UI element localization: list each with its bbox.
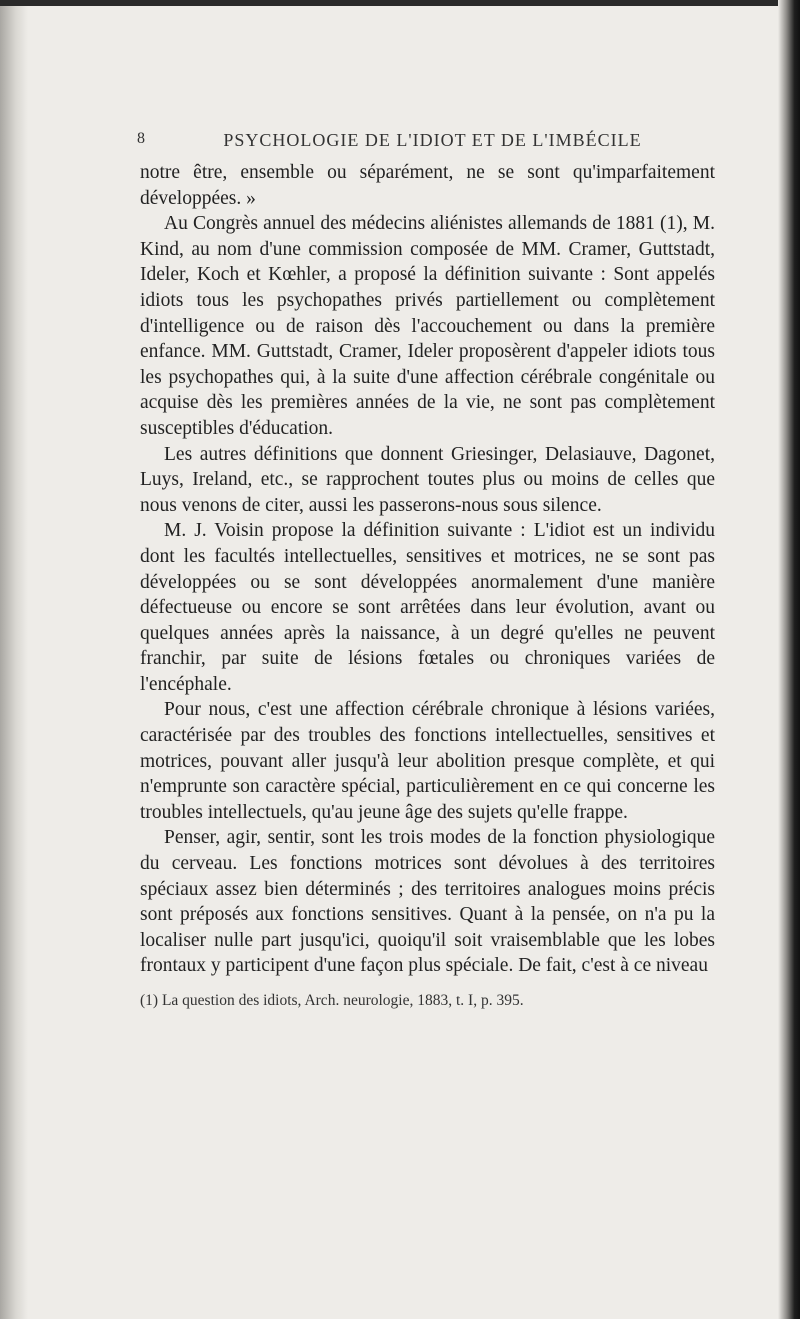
footnote: (1) La question des idiots, Arch. neurologie, 1883, t. I, p. 395. bbox=[140, 992, 524, 1009]
page-number: 8 bbox=[137, 130, 146, 147]
page-edge-left bbox=[0, 6, 28, 1319]
body-text bbox=[140, 160, 715, 979]
page-content bbox=[137, 130, 715, 1011]
paragraph: M. J. Voisin propose la définition suivante : L'idiot est un individu dont les facultés intellectuelles, sensitives et motrices, ne se sont pas développées ou se sont développées anormalement d'une manière défectueuse ou encore se sont arrêtées dans leur évolution, avant ou quelques années après la naissance, à un degré qu'elles ne peuvent franchir, par suite de lésions fœtales ou chroniques variées de l'encéphale. bbox=[140, 520, 715, 695]
paragraph: Pour nous, c'est une affection cérébrale chronique à lésions variées, caractérisée par des troubles des fonctions intellectuelles, sensitives et motrices, pouvant aller jusqu'à leur abolition presque complète, et qui n'emprunte son caractère spécial, particulièrement en ce qui concerne les troubles intellectuels, qu'au jeune âge des sujets qu'elle frappe. bbox=[140, 699, 715, 823]
running-title: PSYCHOLOGIE DE L'IDIOT ET DE L'IMBÉCILE bbox=[223, 130, 642, 150]
paragraph: notre être, ensemble ou séparément, ne se sont qu'imparfaitement développées. » bbox=[140, 162, 715, 209]
paragraph: Au Congrès annuel des médecins aliénistes allemands de 1881 (1), M. Kind, au nom d'une commission composée de MM. Cramer, Guttstadt, Ideler, Koch et Kœhler, a proposé la définition suivante : Sont appelés idiots tous les psychopathes privés partiellement ou complètement d'intelligence ou de raison dès l'accouchement ou dans la première enfance. MM. Guttstadt, Cramer, Ideler proposèrent d'appeler idiots tous les psychopathes qui, à la suite d'une affection cérébrale congénitale ou acquise dès les premières années de la vie, ne sont pas complètement susceptibles d'éducation. bbox=[140, 213, 715, 439]
paragraph: Les autres définitions que donnent Griesinger, Delasiauve, Dagonet, Luys, Ireland, etc., se rapprochent toutes plus ou moins de celles que nous venons de citer, aussi les passerons-nous sous silence. bbox=[140, 443, 715, 516]
page-header bbox=[137, 130, 715, 160]
paragraph: Penser, agir, sentir, sont les trois modes de la fonction physiologique du cerveau. Les fonctions motrices sont dévolues à des territoires spéciaux assez bien déterminés ; des territoires analogues moins précis sont préposés aux fonctions sensitives. Quant à la pensée, on n'a pu la localiser nulle part jusqu'ici, quoiqu'il soit vraisemblable que les lobes frontaux y participent d'une façon plus spéciale. De fait, c'est à ce niveau bbox=[140, 827, 715, 977]
page-edge-top bbox=[0, 0, 800, 6]
page-edge-right bbox=[778, 0, 800, 1319]
